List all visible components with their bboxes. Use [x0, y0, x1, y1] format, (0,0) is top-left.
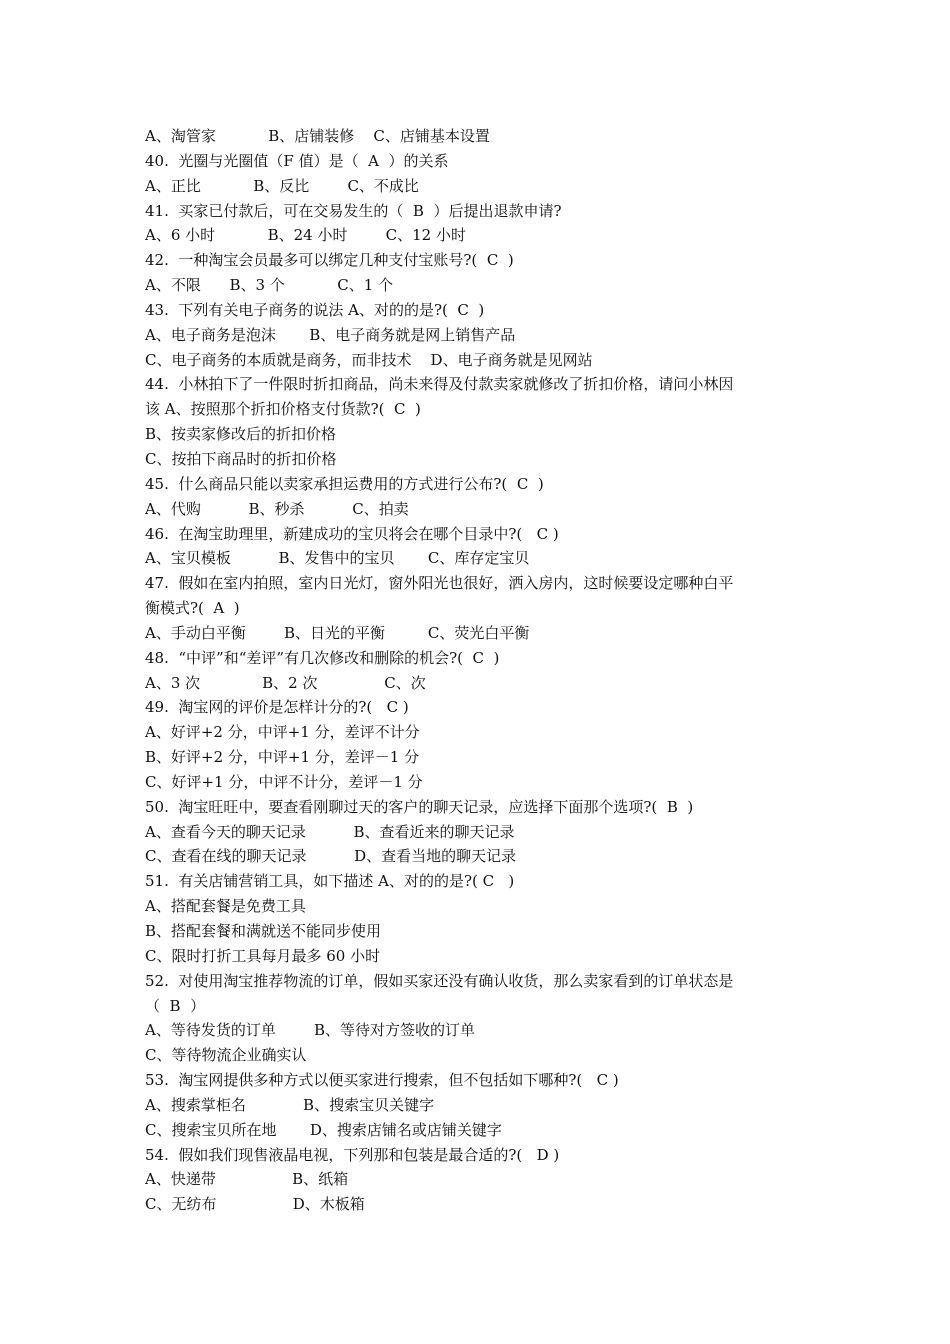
question-45: 45. 什么商品只能以卖家承担运费用的方式进行公布?( C ): [145, 474, 544, 493]
question-41: 41. 买家已付款后，可在交易发生的（ B ）后提出退款申请?: [145, 201, 562, 220]
options-53-c: C、搜索宝贝所在地 D、搜索店铺名或店铺关键字: [145, 1120, 502, 1139]
options-50-a: A、查看今天的聊天记录 B、查看近来的聊天记录: [145, 822, 515, 841]
question-50: 50. 淘宝旺旺中，要查看刚聊过天的客户的聊天记录，应选择下面那个选项?( B ): [145, 797, 694, 816]
question-46: 46. 在淘宝助理里，新建成功的宝贝将会在哪个目录中?( C ): [145, 524, 559, 543]
options-47: A、手动白平衡 B、日光的平衡 C、荧光白平衡: [145, 623, 530, 642]
options-44-b: B、按卖家修改后的折扣价格: [145, 425, 337, 444]
options-46: A、宝贝模板 B、发售中的宝贝 C、库存定宝贝: [145, 549, 530, 568]
options-51-c: C、限时打折工具每月最多 60 小时: [145, 946, 381, 965]
options-53-a: A、搜索掌柜名 B、搜索宝贝关键字: [145, 1095, 435, 1114]
options-42: A、不限 B、3 个 C、1 个: [145, 276, 394, 295]
options-43-c: C、电子商务的本质就是商务，而非技术 D、电子商务就是见网站: [145, 350, 593, 369]
options-49-a: A、好评+2 分，中评+1 分，差评不计分: [145, 723, 420, 742]
question-49: 49. 淘宝网的评价是怎样计分的?( C ): [145, 698, 409, 717]
options-45: A、代购 B、秒杀 C、拍卖: [145, 499, 409, 518]
question-54: 54. 假如我们现售液晶电视，下列那和包装是最合适的?( D ): [145, 1145, 560, 1164]
question-52: 52. 对使用淘宝推荐物流的订单，假如买家还没有确认收货，那么卖家看到的订单状态是: [145, 971, 734, 990]
question-42: 42. 一种淘宝会员最多可以绑定几种支付宝账号?( C ): [145, 251, 514, 270]
options-54-c: C、无纺布 D、木板箱: [145, 1195, 365, 1214]
document-page: [145, 124, 810, 1217]
question-43: 43. 下列有关电子商务的说法 A、对的的是?( C ): [145, 300, 485, 319]
question-48: 48. “中评”和“差评”有几次修改和删除的机会?( C ): [145, 648, 500, 667]
question-47-cont: 衡模式?( A ): [145, 599, 240, 618]
question-44-cont: 该 A、按照那个折扣价格支付货款?( C ): [145, 400, 421, 419]
options-44-c: C、按拍下商品时的折扣价格: [145, 449, 337, 468]
question-47: 47. 假如在室内拍照，室内日光灯，窗外阳光也很好，洒入房内，这时候要设定哪种白平: [145, 574, 734, 593]
options-48: A、3 次 B、2 次 C、次: [145, 673, 426, 692]
options-41: A、6 小时 B、24 小时 C、12 小时: [145, 226, 466, 245]
options-49-b: B、好评+2 分，中评+1 分，差评－1 分: [145, 748, 420, 767]
question-51: 51. 有关店铺营销工具，如下描述 A、对的的是?( C ): [145, 872, 515, 891]
options-51-a: A、搭配套餐是免费工具: [145, 897, 306, 916]
question-53: 53. 淘宝网提供多种方式以便买家进行搜索，但不包括如下哪种?( C ): [145, 1071, 619, 1090]
text-line: A、淘管家 B、店铺装修 C、店铺基本设置: [145, 127, 490, 145]
options-49-c: C、好评+1 分，中评不计分，差评－1 分: [145, 772, 423, 791]
options-52-c: C、等待物流企业确实认: [145, 1046, 307, 1065]
options-51-b: B、搭配套餐和满就送不能同步使用: [145, 922, 382, 940]
options-43-a: A、电子商务是泡沫 B、电子商务就是网上销售产品: [145, 325, 516, 344]
question-44: 44. 小林拍下了一件限时折扣商品，尚未来得及付款卖家就修改了折扣价格，请问小林因: [145, 375, 734, 394]
options-54-a: A、快递带 B、纸箱: [145, 1170, 349, 1189]
question-52-cont: （ B ）: [145, 996, 206, 1015]
options-52-a: A、等待发货的订单 B、等待对方签收的订单: [145, 1021, 476, 1040]
question-40: 40. 光圈与光圈值（F 值）是（ A ）的关系: [145, 151, 449, 170]
options-50-c: C、查看在线的聊天记录 D、查看当地的聊天记录: [145, 847, 517, 866]
options-40: A、正比 B、反比 C、不成比: [145, 176, 419, 195]
